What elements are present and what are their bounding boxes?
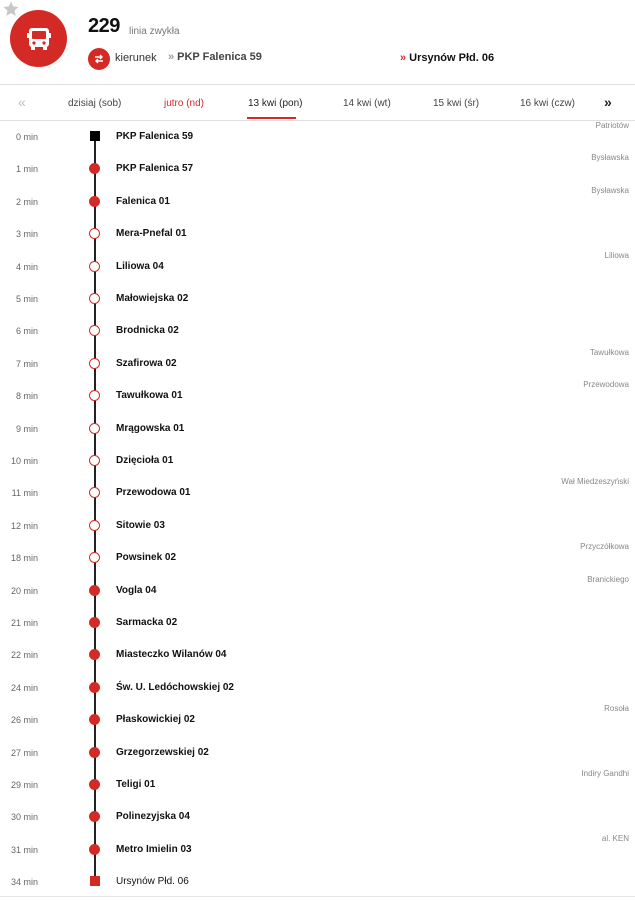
stop-name[interactable]: Brodnicka 02 xyxy=(116,325,179,337)
travel-time: 2 min xyxy=(15,196,38,207)
stop-row[interactable] xyxy=(0,218,635,250)
stop-on-demand-icon xyxy=(89,390,100,401)
stop-on-demand-no-icon xyxy=(89,714,100,725)
travel-time: 34 min xyxy=(10,877,38,888)
stop-row[interactable] xyxy=(0,445,635,477)
stop-name[interactable]: Metro Imielin 03 xyxy=(116,843,192,855)
travel-time: 31 min xyxy=(10,844,38,855)
stop-on-demand-no-icon xyxy=(89,617,100,628)
tab-15-apr[interactable]: 15 kwi (śr) xyxy=(433,98,480,109)
swap-arrows-icon xyxy=(93,53,105,65)
travel-time: 21 min xyxy=(10,618,38,628)
stop-row[interactable] xyxy=(0,121,635,153)
street-name: Rosoła xyxy=(604,704,629,714)
stop-on-demand-icon xyxy=(89,261,100,272)
chevron-right-icon: » xyxy=(400,52,407,64)
stop-row[interactable] xyxy=(0,283,635,315)
stop-on-demand-icon xyxy=(89,358,100,369)
stop-row[interactable] xyxy=(0,769,635,801)
stop-name[interactable]: Św. U. Ledóchowskiej 02 xyxy=(116,681,234,693)
stop-name[interactable]: Małowiejska 02 xyxy=(116,293,189,304)
tab-today[interactable]: dzisiaj (sob) xyxy=(68,98,122,109)
stop-name[interactable]: Ursynów Płd. 06 xyxy=(116,876,189,888)
stop-row[interactable] xyxy=(0,672,635,704)
stop-name[interactable]: Mera-Pnefal 01 xyxy=(116,228,187,240)
travel-time: 24 min xyxy=(10,682,38,693)
travel-time: 29 min xyxy=(10,780,38,790)
street-name: Przewodowa xyxy=(583,380,629,390)
stop-name[interactable]: Sarmacka 02 xyxy=(116,617,178,628)
street-name: Bysławska xyxy=(591,185,629,195)
street-name: Liliowa xyxy=(604,250,629,260)
stop-name[interactable]: PKP Falenica 57 xyxy=(116,163,194,175)
stop-on-demand-no-icon xyxy=(89,649,100,660)
travel-time: 6 min xyxy=(15,326,38,337)
stop-name[interactable]: Mrągowska 01 xyxy=(116,422,185,434)
travel-time: 27 min xyxy=(10,747,38,758)
travel-time: 5 min xyxy=(15,294,38,304)
travel-time: 3 min xyxy=(15,229,38,240)
street-name: Branickiego xyxy=(587,574,629,584)
travel-time: 20 min xyxy=(10,585,38,596)
terminus-marker-icon xyxy=(90,131,100,141)
travel-time: 18 min xyxy=(10,553,38,564)
stop-row[interactable] xyxy=(0,801,635,833)
stop-name[interactable]: Falenica 01 xyxy=(116,195,170,207)
stop-on-demand-no-icon xyxy=(89,747,100,758)
stop-row[interactable] xyxy=(0,737,635,769)
tab-tomorrow[interactable]: jutro (nd) xyxy=(164,98,205,109)
stop-row[interactable] xyxy=(0,153,635,185)
next-days-button[interactable]: » xyxy=(604,94,612,110)
prev-days-button[interactable]: « xyxy=(18,94,26,110)
terminus-marker-icon xyxy=(90,876,100,886)
stop-row[interactable] xyxy=(0,315,635,347)
stop-on-demand-no-icon xyxy=(89,844,100,855)
stop-row[interactable] xyxy=(0,251,635,283)
stop-row[interactable] xyxy=(0,575,635,607)
stop-on-demand-no-icon xyxy=(89,779,100,790)
stop-on-demand-icon xyxy=(89,487,100,498)
stop-on-demand-icon xyxy=(89,325,100,336)
stop-name[interactable]: PKP Falenica 59 xyxy=(116,131,194,142)
travel-time: 4 min xyxy=(15,261,38,272)
tab-13-apr[interactable]: 13 kwi (pon) xyxy=(248,98,303,109)
line-number: 229 xyxy=(88,15,120,37)
travel-time: 9 min xyxy=(15,423,38,434)
stop-row[interactable] xyxy=(0,510,635,542)
stop-name[interactable]: Teligi 01 xyxy=(116,779,156,790)
stop-name[interactable]: Tawułkowa 01 xyxy=(116,390,183,402)
stop-name[interactable]: Płaskowickiej 02 xyxy=(116,714,195,726)
travel-time: 7 min xyxy=(15,358,38,369)
stop-on-demand-no-icon xyxy=(89,682,100,693)
stop-on-demand-no-icon xyxy=(89,196,100,207)
stop-row[interactable] xyxy=(0,704,635,736)
direction-from[interactable] xyxy=(168,51,262,63)
line-header xyxy=(0,0,635,84)
travel-time: 30 min xyxy=(10,812,38,823)
street-name: Bysławska xyxy=(591,153,629,163)
travel-time: 22 min xyxy=(10,650,38,661)
stop-on-demand-icon xyxy=(89,520,100,531)
stop-name[interactable]: Vogla 04 xyxy=(116,584,157,596)
stop-on-demand-icon xyxy=(89,552,100,563)
stop-on-demand-no-icon xyxy=(89,585,100,596)
day-tabs xyxy=(0,84,635,121)
stop-row[interactable] xyxy=(0,866,635,898)
travel-time: 0 min xyxy=(15,132,38,142)
stop-row[interactable] xyxy=(0,413,635,445)
tab-14-apr[interactable]: 14 kwi (wt) xyxy=(343,98,391,109)
stop-on-demand-icon xyxy=(89,423,100,434)
street-name: Wał Miedzeszyński xyxy=(561,477,629,487)
stop-row[interactable] xyxy=(0,834,635,866)
direction-to-label: Ursynów Płd. 06 xyxy=(409,52,495,64)
swap-direction-button[interactable] xyxy=(88,48,110,70)
chevron-right-icon: » xyxy=(168,51,175,63)
travel-time: 12 min xyxy=(10,520,38,531)
direction-from-label: PKP Falenica 59 xyxy=(177,51,262,63)
stop-name[interactable]: Liliowa 04 xyxy=(116,260,164,272)
stop-row[interactable] xyxy=(0,348,635,380)
travel-time: 8 min xyxy=(15,391,38,402)
stop-on-demand-icon xyxy=(89,455,100,466)
stop-on-demand-icon xyxy=(89,293,100,304)
bus-icon xyxy=(10,10,67,67)
stop-name[interactable]: Dzięcioła 01 xyxy=(116,455,174,466)
stop-on-demand-no-icon xyxy=(89,163,100,174)
direction-label: kierunek xyxy=(115,52,157,64)
travel-time: 1 min xyxy=(15,164,38,175)
stop-on-demand-icon xyxy=(89,228,100,239)
stop-name[interactable]: Szafirowa 02 xyxy=(116,357,177,369)
stop-name[interactable]: Sitowie 03 xyxy=(116,519,165,531)
stop-name[interactable]: Polinezyjska 04 xyxy=(116,811,190,823)
travel-time: 10 min xyxy=(10,456,38,466)
divider xyxy=(0,896,635,897)
travel-time: 26 min xyxy=(10,715,38,726)
street-name: Patriotów xyxy=(595,121,629,130)
line-type: linia zwykła xyxy=(129,26,180,37)
stop-name[interactable]: Powsinek 02 xyxy=(116,552,177,564)
street-name: Indiry Gandhi xyxy=(581,769,629,778)
stop-name[interactable]: Przewodowa 01 xyxy=(116,487,191,499)
stop-row[interactable] xyxy=(0,186,635,218)
street-name: Przyczółkowa xyxy=(580,542,629,552)
direction-to[interactable] xyxy=(400,52,494,64)
tab-16-apr[interactable]: 16 kwi (czw) xyxy=(520,98,576,109)
stop-row[interactable] xyxy=(0,477,635,509)
stop-name[interactable]: Miasteczko Wilanów 04 xyxy=(116,649,227,661)
active-tab-indicator xyxy=(247,117,296,119)
stop-row[interactable] xyxy=(0,542,635,574)
stop-row[interactable] xyxy=(0,607,635,639)
street-name: Tawułkowa xyxy=(589,347,629,357)
favorite-star-icon[interactable] xyxy=(2,0,20,18)
stop-row[interactable] xyxy=(0,380,635,412)
stop-name[interactable]: Grzegorzewskiej 02 xyxy=(116,746,209,758)
stop-row[interactable] xyxy=(0,639,635,671)
street-name: al. KEN xyxy=(601,833,629,843)
stop-on-demand-no-icon xyxy=(89,811,100,822)
travel-time: 11 min xyxy=(11,488,38,499)
